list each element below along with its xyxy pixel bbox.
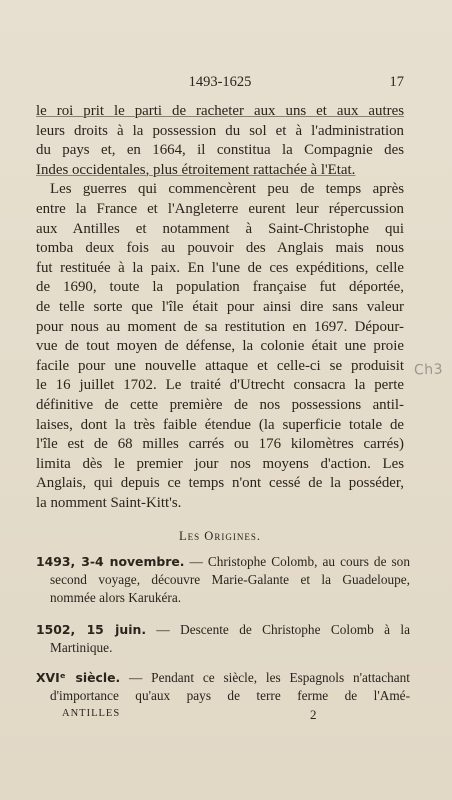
text-line: vue de tout moyen de défense, la colonie était une proie: [36, 338, 404, 355]
page-number: 17: [389, 74, 404, 90]
entry-line: second voyage, découvre Marie-Galante et la Guadeloupe,: [50, 572, 410, 588]
text-line: fut restituée à la paix. En l'une de ces expéditions, celle: [36, 259, 404, 276]
entry-date: 1493, 3-4 novembre.: [36, 554, 185, 569]
text-line: Indes occidentales, plus étroitement rattachée à l'Etat.: [36, 161, 356, 178]
chronology-entry: [36, 669, 410, 705]
text-line: pour nous au moment de sa restitution en 1697. Dépour-: [36, 318, 404, 335]
text-line: tomba deux fois au pouvoir des Anglais mais nous: [36, 240, 404, 257]
text-line: limita dès le premier jour nos moyens d'action. Les: [36, 455, 404, 472]
text-line: de telle sorte que l'île était pour ainsi dire sans valeur: [36, 298, 404, 315]
text-line: laises, dont la très faible étendue (la superficie totale de: [36, 416, 404, 433]
entry-line: d'importance qu'aux pays de terre ferme de l'Amé-: [50, 688, 410, 704]
text-line: la nomment Saint-Kitt's.: [36, 494, 182, 511]
text-line: définitive de cette première de nos possessions antil-: [36, 396, 404, 413]
handwritten-margin-note: Ch3: [413, 361, 444, 379]
text-line: facile pour une nouvelle attaque et celle-ci se produisit: [36, 357, 404, 374]
page-footer: [36, 708, 404, 724]
signature-number: 2: [310, 707, 317, 722]
section-title: Les Origines.: [179, 529, 261, 543]
text-line: aux Antilles et notamment à Saint-Christophe qui: [36, 220, 404, 237]
running-head: [36, 74, 404, 92]
text-line: l'île est de 68 milles carrés ou 176 kilomètres carrés): [36, 436, 404, 453]
text-line: Anglais, qui depuis ce temps n'ont cessé de la posséder,: [36, 475, 404, 492]
text-line: du pays et, en 1664, il constitua la Compagnie des: [36, 142, 404, 159]
body-text: [36, 102, 404, 513]
text-line: Les guerres qui commencèrent peu de temps après: [50, 181, 404, 198]
chronology-entry: [36, 621, 410, 657]
entry-date: XVIᵉ siècle.: [36, 670, 121, 685]
text-line: le roi prit le parti de racheter aux uns et aux autres: [36, 103, 404, 119]
entry-date: 1502, 15 juin.: [36, 622, 147, 637]
signature-mark: ANTILLES: [62, 708, 121, 719]
entry-line: Martinique.: [50, 640, 113, 656]
text-line: de 1690, toute la population française fut déportée,: [36, 279, 404, 296]
text-line: le 16 juillet 1702. Le traité d'Utrecht consacra la perte: [36, 377, 404, 394]
entry-text: — Pendant ce siècle, les Espagnols n'attachant: [120, 670, 410, 685]
entry-text: — Christophe Colomb, au cours de son: [184, 554, 410, 569]
chronology-entry: [36, 553, 410, 608]
text-line: entre la France et l'Angleterre eurent leur répercussion: [36, 200, 404, 217]
entry-text: — Descente de Christophe Colomb à la: [146, 622, 410, 637]
entry-first-line: [36, 553, 410, 571]
running-title: 1493-1625: [188, 74, 252, 90]
text-line: leurs droits à la possession du sol et à l'administration: [36, 122, 404, 139]
entry-first-line: [36, 621, 410, 639]
entry-first-line: [36, 669, 410, 687]
entry-line: nommée alors Karukéra.: [50, 590, 182, 606]
